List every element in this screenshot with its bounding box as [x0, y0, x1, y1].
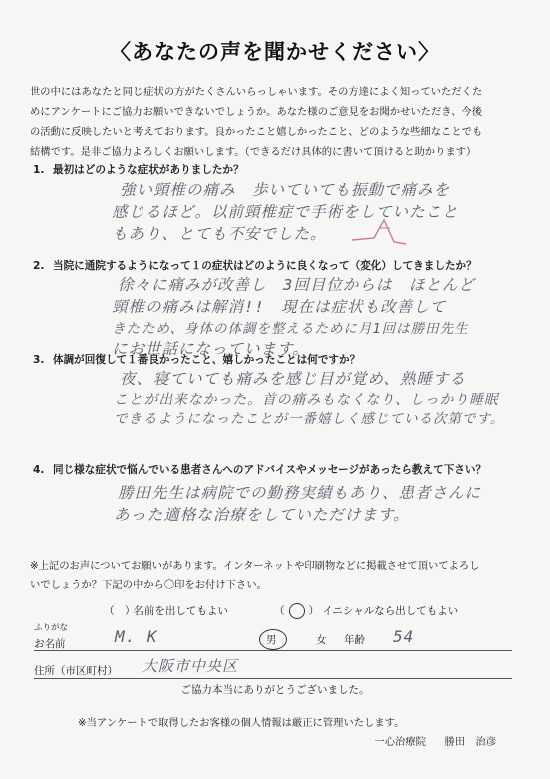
answer-2-line-1: 徐々に痛みが改善し 3回目位からは ほとんど — [118, 276, 475, 294]
intro-line: の活動に反映したいと考えております。良かったこと嬉しかったこと、どのような些細なことでも — [30, 126, 483, 138]
question-number: 1. — [33, 164, 45, 176]
question-text: 最初はどのような症状がありましたか？ — [53, 164, 244, 176]
gender-male: 男 — [266, 634, 277, 646]
option-name-ok[interactable] — [104, 603, 228, 618]
clinic-signature — [374, 733, 496, 748]
answer-1-line-1: 強い頸椎の痛み 歩いていても振動で痛みを — [120, 181, 451, 199]
question-number: 4. — [33, 464, 45, 476]
page-title: 〈あなたの声を聞かせください〉 — [110, 40, 440, 64]
intro-line: 世の中にはあなたと同じ症状の方がたくさんいらっしゃいます。その方達によく知っていただくた — [30, 86, 483, 98]
name-label: お名前 — [34, 638, 66, 650]
name-row-divider — [34, 650, 512, 651]
question-text: 体調が回復して１番良かったこと、嬉しかったことは何ですか？ — [53, 354, 361, 366]
age-value: 54 — [393, 627, 415, 646]
option-checkbox-empty[interactable]: （ ） — [104, 605, 136, 617]
circle-mark-icon — [289, 603, 305, 619]
ink-stamp-mark — [350, 214, 410, 246]
answer-3-line-2: ことが出来なかった。首の痛みもなくなり、しっかり睡眠 — [114, 392, 499, 408]
answer-3-line-3: できるようになったことが一番嬉しく感じている次第です。 — [114, 411, 505, 427]
answer-1-line-2: 感じるほど。以前頸椎症で手術をしていたこと — [112, 203, 459, 221]
age-label: 年齢 — [344, 634, 365, 646]
question-4 — [33, 462, 486, 477]
question-text: 同じ様な症状で悩んでいる患者さんへのアドバイスやメッセージがあったら教えて下さい？ — [53, 464, 487, 476]
intro-text — [30, 82, 528, 162]
question-text: 当院に通院するようになって１の症状はどのように良くなって（変化）してきましたか？ — [53, 260, 477, 272]
notice-line: いでしょうか？下記の中から〇印をお付け下さい。 — [30, 579, 267, 591]
question-number: 2. — [33, 260, 45, 272]
intro-line: めにアンケートにご協力お願いできないでしょうか。あなた様のご意見をお聞かせいただき、今後 — [30, 106, 483, 118]
question-1 — [33, 162, 244, 177]
answer-2-line-2: 頸椎の痛みは解消!! 現在は症状も改善して — [112, 298, 447, 316]
answer-4-line-2: あった適格な治療をしていただけます。 — [114, 506, 410, 524]
option-checkbox-marked[interactable]: （ ） — [274, 605, 319, 617]
thanks-text: ご協力本当にありがとうございました。 — [180, 684, 370, 696]
answer-3-line-1: 夜、寝ていても痛みを感じ目が覚め、熟睡する — [120, 370, 466, 388]
answer-4-line-1: 勝田先生は病院での勤務実績もあり、患者さんに — [118, 484, 482, 502]
publication-notice — [30, 557, 528, 595]
address-row-divider — [34, 678, 512, 679]
question-number: 3. — [33, 354, 45, 366]
option-initial-ok[interactable] — [274, 603, 458, 619]
doctor-name: 勝田 治彦 — [444, 736, 496, 748]
address-value: 大阪市中央区 — [142, 657, 239, 675]
answer-2-line-3: きたため、身体の体調を整えるために月1回は勝田先生 — [112, 321, 469, 337]
name-value: M. K — [115, 627, 158, 646]
furigana-label: ふりがな — [34, 623, 69, 633]
option-label: 名前を出してもよい — [133, 605, 228, 617]
question-3 — [33, 352, 360, 367]
answer-2-line-4: にお世話になっています。 — [112, 340, 309, 358]
gender-female: 女 — [316, 634, 327, 646]
question-2 — [33, 258, 477, 273]
intro-line: 結構です。是非ご協力よろしくお願いします。（できるだけ具体的に書いて頂けると助かります） — [30, 146, 477, 158]
option-label: イニシャルなら出してもよい — [322, 605, 459, 617]
notice-line: ※上記のお声についてお願いがあります。インターネットや印刷物などに掲載させて頂いてよろし — [30, 560, 480, 572]
address-label: 住所（市区町村） — [34, 665, 118, 677]
clinic-name: 一心治療院 — [374, 736, 426, 748]
answer-1-line-3: もあり、とても不安でした。 — [112, 225, 327, 243]
privacy-note: ※当アンケートで取得したお客様の個人情報は厳正に管理いたします。 — [78, 717, 405, 729]
male-selected-circle — [259, 629, 287, 650]
